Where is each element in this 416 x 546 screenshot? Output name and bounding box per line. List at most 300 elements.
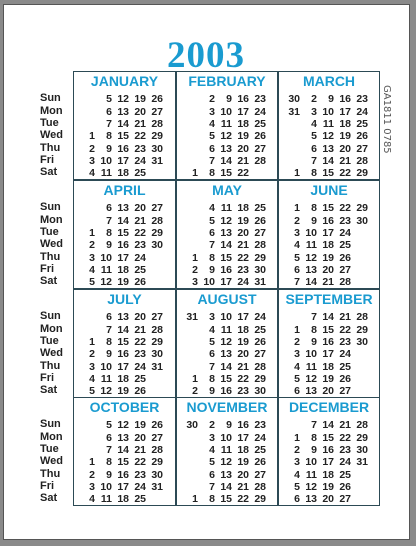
day-number: 29 <box>254 373 266 385</box>
day-number: 1 <box>192 493 198 505</box>
day-number: 12 <box>220 130 232 142</box>
day-number: 14 <box>322 311 334 323</box>
day-number: 5 <box>106 93 112 105</box>
day-number: 23 <box>339 215 351 227</box>
day-number: 4 <box>209 118 215 130</box>
day-number: 23 <box>134 239 146 251</box>
year-title: 2003 <box>167 35 245 76</box>
month-name: DECEMBER <box>288 399 370 415</box>
day-number: 17 <box>237 311 249 323</box>
month-name: JUNE <box>310 182 348 198</box>
weekday-label: Tue <box>40 335 59 347</box>
day-number: 21 <box>134 444 146 456</box>
day-number: 13 <box>220 143 232 155</box>
day-number: 8 <box>209 493 215 505</box>
day-number: 27 <box>151 432 163 444</box>
day-number: 28 <box>151 444 163 456</box>
day-number: 5 <box>294 373 300 385</box>
day-number: 12 <box>100 385 112 397</box>
day-number: 2 <box>192 264 198 276</box>
day-number: 15 <box>117 336 129 348</box>
day-number: 7 <box>294 276 300 288</box>
day-number: 25 <box>254 118 266 130</box>
day-number: 9 <box>106 469 112 481</box>
day-number: 17 <box>117 155 129 167</box>
weekday-label: Fri <box>40 263 55 275</box>
day-number: 26 <box>151 419 163 431</box>
day-number: 3 <box>192 276 198 288</box>
day-number: 21 <box>339 155 351 167</box>
day-number: 9 <box>311 215 317 227</box>
day-number: 6 <box>209 143 215 155</box>
day-number: 12 <box>305 252 317 264</box>
day-number: 30 <box>356 215 368 227</box>
day-number: 12 <box>117 419 129 431</box>
calendar-card <box>3 4 410 540</box>
day-number: 30 <box>356 336 368 348</box>
day-number: 23 <box>134 469 146 481</box>
day-number: 11 <box>220 324 232 336</box>
day-number: 2 <box>89 469 95 481</box>
day-number: 12 <box>305 481 317 493</box>
day-number: 29 <box>356 324 368 336</box>
day-number: 22 <box>339 432 351 444</box>
day-number: 25 <box>254 202 266 214</box>
day-number: 18 <box>117 373 129 385</box>
day-number: 12 <box>100 276 112 288</box>
month-may <box>176 180 278 289</box>
weekday-label: Wed <box>40 129 64 141</box>
day-number: 4 <box>311 118 317 130</box>
day-number: 29 <box>356 202 368 214</box>
day-number: 29 <box>356 167 368 179</box>
day-number: 19 <box>339 130 351 142</box>
day-number: 5 <box>294 252 300 264</box>
day-number: 18 <box>322 469 334 481</box>
day-number: 19 <box>237 130 249 142</box>
day-number: 23 <box>237 385 249 397</box>
day-number: 25 <box>254 444 266 456</box>
day-number: 7 <box>106 118 112 130</box>
weekday-label: Sat <box>40 384 58 396</box>
day-number: 9 <box>311 336 317 348</box>
day-number: 17 <box>322 348 334 360</box>
day-number: 27 <box>339 385 351 397</box>
month-april <box>73 180 176 289</box>
month-name: OCTOBER <box>89 399 160 415</box>
day-number: 31 <box>151 155 163 167</box>
day-number: 27 <box>151 202 163 214</box>
day-number: 9 <box>209 264 215 276</box>
day-number: 6 <box>209 348 215 360</box>
day-number: 25 <box>339 361 351 373</box>
day-number: 18 <box>322 361 334 373</box>
day-number: 6 <box>106 202 112 214</box>
weekday-label: Wed <box>40 347 64 359</box>
day-number: 8 <box>106 130 112 142</box>
month-july <box>73 289 176 398</box>
day-number: 21 <box>134 324 146 336</box>
day-number: 15 <box>220 167 232 179</box>
day-number: 14 <box>117 215 129 227</box>
day-number: 6 <box>209 227 215 239</box>
day-number: 21 <box>237 155 249 167</box>
day-number: 25 <box>356 118 368 130</box>
day-number: 21 <box>237 481 249 493</box>
day-number: 5 <box>311 130 317 142</box>
day-number: 17 <box>322 456 334 468</box>
day-number: 20 <box>237 348 249 360</box>
day-number: 1 <box>89 130 95 142</box>
day-number: 2 <box>192 385 198 397</box>
day-number: 12 <box>220 456 232 468</box>
day-number: 26 <box>254 336 266 348</box>
day-number: 1 <box>89 227 95 239</box>
day-number: 23 <box>254 93 266 105</box>
day-number: 27 <box>254 227 266 239</box>
day-number: 7 <box>209 239 215 251</box>
weekday-label: Thu <box>40 468 61 480</box>
day-number: 20 <box>237 227 249 239</box>
day-number: 14 <box>117 118 129 130</box>
month-name: MAY <box>212 182 242 198</box>
day-number: 11 <box>100 493 112 505</box>
day-number: 15 <box>117 456 129 468</box>
day-number: 18 <box>117 264 129 276</box>
day-number: 23 <box>339 336 351 348</box>
day-number: 3 <box>209 432 215 444</box>
weekday-label: Sun <box>40 92 61 104</box>
day-number: 17 <box>117 252 129 264</box>
day-number: 5 <box>106 419 112 431</box>
day-number: 13 <box>117 432 129 444</box>
weekday-label: Mon <box>40 323 63 335</box>
day-number: 26 <box>356 130 368 142</box>
day-number: 27 <box>254 143 266 155</box>
day-number: 3 <box>209 106 215 118</box>
day-number: 8 <box>311 202 317 214</box>
day-number: 6 <box>209 469 215 481</box>
month-august <box>176 289 278 398</box>
day-number: 6 <box>311 143 317 155</box>
day-number: 25 <box>254 324 266 336</box>
day-number: 8 <box>106 456 112 468</box>
day-number: 12 <box>117 93 129 105</box>
day-number: 18 <box>237 324 249 336</box>
day-number: 11 <box>220 118 232 130</box>
day-number: 22 <box>134 227 146 239</box>
day-number: 8 <box>311 432 317 444</box>
day-number: 11 <box>305 239 317 251</box>
day-number: 23 <box>134 143 146 155</box>
day-number: 20 <box>322 385 334 397</box>
day-number: 30 <box>288 93 300 105</box>
day-number: 4 <box>294 469 300 481</box>
day-number: 24 <box>339 348 351 360</box>
day-number: 30 <box>186 419 198 431</box>
day-number: 24 <box>339 456 351 468</box>
day-number: 14 <box>322 419 334 431</box>
day-number: 8 <box>106 227 112 239</box>
day-number: 18 <box>237 444 249 456</box>
day-number: 24 <box>356 106 368 118</box>
weekday-label: Sun <box>40 201 61 213</box>
day-number: 13 <box>305 493 317 505</box>
day-number: 13 <box>220 348 232 360</box>
day-number: 18 <box>322 239 334 251</box>
day-number: 11 <box>220 444 232 456</box>
day-number: 8 <box>106 336 112 348</box>
day-number: 30 <box>151 348 163 360</box>
day-number: 22 <box>237 167 249 179</box>
day-number: 18 <box>237 202 249 214</box>
day-number: 28 <box>254 361 266 373</box>
day-number: 19 <box>134 93 146 105</box>
day-number: 11 <box>305 361 317 373</box>
day-number: 17 <box>339 106 351 118</box>
month-name: MARCH <box>302 73 356 89</box>
day-number: 1 <box>192 252 198 264</box>
day-number: 10 <box>305 348 317 360</box>
day-number: 30 <box>356 444 368 456</box>
day-number: 15 <box>117 227 129 239</box>
day-number: 5 <box>89 276 95 288</box>
day-number: 9 <box>209 385 215 397</box>
weekday-label: Mon <box>40 105 63 117</box>
day-number: 15 <box>220 373 232 385</box>
day-number: 4 <box>89 264 95 276</box>
day-number: 8 <box>311 324 317 336</box>
day-number: 20 <box>322 493 334 505</box>
day-number: 6 <box>294 385 300 397</box>
day-number: 29 <box>356 432 368 444</box>
day-number: 15 <box>322 167 334 179</box>
day-number: 31 <box>356 456 368 468</box>
day-number: 20 <box>322 264 334 276</box>
day-number: 3 <box>294 227 300 239</box>
month-name: FEBRUARY <box>188 73 266 89</box>
month-december <box>278 397 380 506</box>
day-number: 30 <box>151 239 163 251</box>
day-number: 21 <box>322 276 334 288</box>
day-number: 24 <box>134 155 146 167</box>
day-number: 31 <box>151 481 163 493</box>
day-number: 17 <box>237 432 249 444</box>
day-number: 2 <box>311 93 317 105</box>
day-number: 6 <box>294 493 300 505</box>
day-number: 16 <box>322 336 334 348</box>
day-number: 1 <box>192 373 198 385</box>
day-number: 19 <box>237 456 249 468</box>
day-number: 4 <box>209 202 215 214</box>
day-number: 6 <box>106 432 112 444</box>
day-number: 27 <box>339 264 351 276</box>
day-number: 14 <box>220 481 232 493</box>
day-number: 24 <box>254 311 266 323</box>
day-number: 7 <box>311 155 317 167</box>
day-number: 24 <box>339 227 351 239</box>
day-number: 9 <box>106 143 112 155</box>
day-number: 25 <box>339 469 351 481</box>
day-number: 20 <box>134 311 146 323</box>
day-number: 12 <box>220 215 232 227</box>
weekday-label: Fri <box>40 154 55 166</box>
day-number: 27 <box>356 143 368 155</box>
day-number: 28 <box>151 324 163 336</box>
month-name: NOVEMBER <box>186 399 268 415</box>
day-number: 19 <box>322 481 334 493</box>
month-name: APRIL <box>103 182 146 198</box>
day-number: 29 <box>151 456 163 468</box>
day-number: 11 <box>100 167 112 179</box>
day-number: 15 <box>117 130 129 142</box>
day-number: 22 <box>339 324 351 336</box>
day-number: 16 <box>237 93 249 105</box>
day-number: 31 <box>186 311 198 323</box>
day-number: 26 <box>134 385 146 397</box>
day-number: 17 <box>322 227 334 239</box>
day-number: 4 <box>209 324 215 336</box>
day-number: 3 <box>294 456 300 468</box>
day-number: 15 <box>322 432 334 444</box>
day-number: 24 <box>134 481 146 493</box>
day-number: 21 <box>134 118 146 130</box>
weekday-label: Sat <box>40 166 58 178</box>
day-number: 3 <box>89 155 95 167</box>
day-number: 21 <box>339 311 351 323</box>
day-number: 6 <box>106 311 112 323</box>
day-number: 5 <box>209 336 215 348</box>
day-number: 13 <box>220 227 232 239</box>
day-number: 5 <box>209 215 215 227</box>
day-number: 16 <box>339 93 351 105</box>
weekday-label: Thu <box>40 251 61 263</box>
day-number: 8 <box>209 167 215 179</box>
day-number: 19 <box>117 276 129 288</box>
day-number: 21 <box>237 361 249 373</box>
day-number: 28 <box>254 155 266 167</box>
day-number: 15 <box>322 324 334 336</box>
day-number: 22 <box>237 493 249 505</box>
day-number: 28 <box>151 215 163 227</box>
day-number: 17 <box>117 361 129 373</box>
day-number: 23 <box>254 419 266 431</box>
day-number: 24 <box>254 432 266 444</box>
weekday-label: Sat <box>40 275 58 287</box>
day-number: 26 <box>254 130 266 142</box>
day-number: 26 <box>134 276 146 288</box>
day-number: 21 <box>237 239 249 251</box>
day-number: 4 <box>89 373 95 385</box>
day-number: 2 <box>89 348 95 360</box>
day-number: 2 <box>89 143 95 155</box>
day-number: 8 <box>209 373 215 385</box>
day-number: 26 <box>339 373 351 385</box>
day-number: 3 <box>209 311 215 323</box>
day-number: 25 <box>134 373 146 385</box>
day-number: 31 <box>254 276 266 288</box>
day-number: 11 <box>322 118 334 130</box>
day-number: 18 <box>339 118 351 130</box>
day-number: 14 <box>117 444 129 456</box>
day-number: 16 <box>117 348 129 360</box>
day-number: 26 <box>339 252 351 264</box>
day-number: 28 <box>339 276 351 288</box>
day-number: 16 <box>220 264 232 276</box>
day-number: 7 <box>209 361 215 373</box>
day-number: 7 <box>106 324 112 336</box>
day-number: 30 <box>151 143 163 155</box>
weekday-label: Sat <box>40 492 58 504</box>
day-number: 16 <box>322 444 334 456</box>
day-number: 13 <box>117 106 129 118</box>
day-number: 14 <box>322 155 334 167</box>
day-number: 28 <box>356 419 368 431</box>
month-february <box>176 71 278 180</box>
weekday-label: Fri <box>40 480 55 492</box>
weekday-label: Wed <box>40 238 64 250</box>
day-number: 20 <box>134 432 146 444</box>
day-number: 24 <box>134 252 146 264</box>
day-number: 27 <box>151 311 163 323</box>
day-number: 30 <box>151 469 163 481</box>
day-number: 23 <box>356 93 368 105</box>
weekday-label: Tue <box>40 443 59 455</box>
day-number: 22 <box>237 252 249 264</box>
day-number: 28 <box>356 311 368 323</box>
day-number: 1 <box>294 167 300 179</box>
day-number: 15 <box>322 202 334 214</box>
day-number: 10 <box>220 432 232 444</box>
day-number: 16 <box>237 419 249 431</box>
day-number: 26 <box>339 481 351 493</box>
day-number: 14 <box>220 239 232 251</box>
day-number: 3 <box>89 481 95 493</box>
day-number: 27 <box>339 493 351 505</box>
weekday-label: Mon <box>40 214 63 226</box>
day-number: 22 <box>134 130 146 142</box>
day-number: 7 <box>106 444 112 456</box>
month-january <box>73 71 176 180</box>
day-number: 6 <box>294 264 300 276</box>
day-number: 4 <box>209 444 215 456</box>
day-number: 20 <box>237 469 249 481</box>
month-november <box>176 397 278 506</box>
day-number: 7 <box>209 481 215 493</box>
day-number: 2 <box>294 444 300 456</box>
day-number: 21 <box>134 215 146 227</box>
day-number: 20 <box>339 143 351 155</box>
day-number: 23 <box>134 348 146 360</box>
day-number: 25 <box>339 239 351 251</box>
weekday-label: Wed <box>40 455 64 467</box>
day-number: 25 <box>134 167 146 179</box>
day-number: 10 <box>322 106 334 118</box>
day-number: 20 <box>134 202 146 214</box>
day-number: 27 <box>254 348 266 360</box>
day-number: 10 <box>305 227 317 239</box>
day-number: 19 <box>117 385 129 397</box>
day-number: 6 <box>106 106 112 118</box>
day-number: 22 <box>339 167 351 179</box>
weekday-label: Fri <box>40 372 55 384</box>
day-number: 30 <box>254 385 266 397</box>
day-number: 25 <box>134 264 146 276</box>
day-number: 30 <box>254 264 266 276</box>
day-number: 23 <box>237 264 249 276</box>
day-number: 13 <box>117 202 129 214</box>
day-number: 10 <box>305 456 317 468</box>
